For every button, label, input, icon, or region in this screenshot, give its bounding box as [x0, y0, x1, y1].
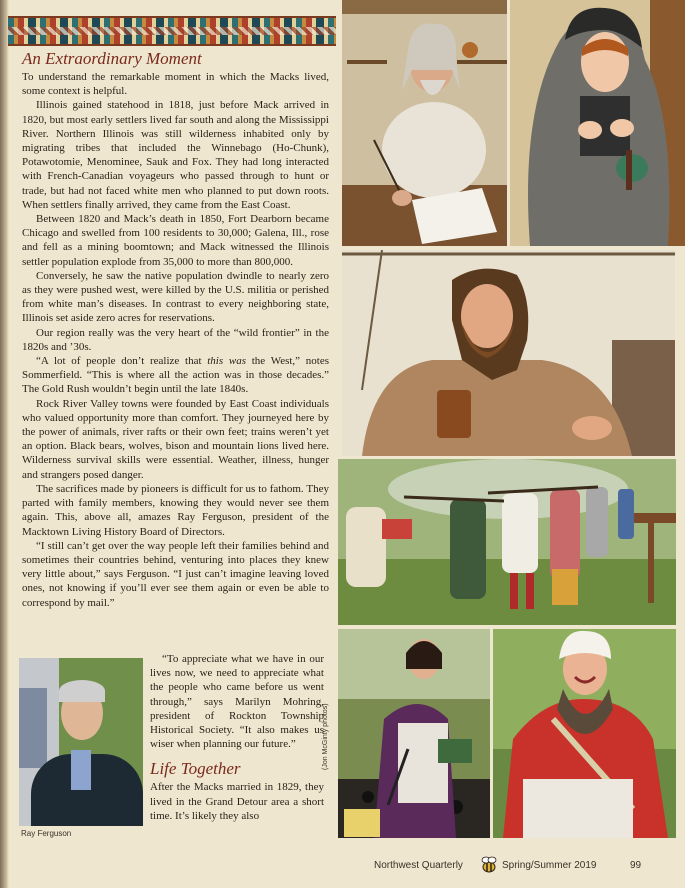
paragraph: Between 1820 and Mack’s death in 1850, Fort Dearborn became Chicago and swelled from 100 residents to 30,000; Galena, Ill., rose and fell as a mining boomtown; and Mack witnessed the Illinois settler population explode from 35,000 to more than 800,000.: [22, 213, 329, 268]
paragraph-mohring-quote: “To appreciate what we have in our lives now, we need to appreciate what the people who came before us went through,” says Marilyn Mohring, president of Rockton Township Historical Society. “It also makes us wiser when planning our future.”: [150, 653, 324, 751]
photo-woman-knitting: [510, 0, 685, 246]
section-heading-life-together: Life Together: [150, 759, 241, 779]
section-heading-extraordinary: An Extraordinary Moment: [22, 49, 202, 68]
paragraph: To understand the remarkable moment in which the Macks lived, some context is helpful.: [22, 71, 329, 98]
issue-season: Spring/Summer 2019: [502, 860, 597, 871]
paragraph: The sacrifices made by pioneers is difficult for us to fathom. They parted with family members, knowing they would never see them again. This, above all, amazes Ray Ferguson, president of the Macktown Living History Board of Directors.: [22, 482, 329, 538]
paragraph: “I still can’t get over the way people left their families behind and sometimes their countries behind, venturing into places they knew very little about,” says Ferguson. “I just can’t imagine leaving loved ones, not knowing if you’ll ever see them again or even be able to correspond by mail.”: [22, 539, 329, 609]
decorative-banner: [8, 16, 336, 46]
photo-credit: (Jon McGinty photos): [322, 703, 329, 770]
photo-musket-firing: [338, 459, 676, 625]
article-column-continued: [150, 652, 324, 823]
quote-post: the West,” notes Sommerfield. “This is where all the action was in those decades.” The Gold Rush wouldn’t begin until the late 1840s.: [22, 355, 330, 396]
photo-man-with-mug: [342, 250, 675, 456]
page-number: 99: [630, 860, 642, 871]
page-binding-shadow: [0, 0, 9, 888]
article-column: [22, 49, 329, 610]
bee-icon: [478, 854, 500, 876]
ray-ferguson-portrait: [19, 658, 143, 826]
paragraph: Rock River Valley towns were founded by East Coast individuals who valued opportunity more than comfort. They journeyed here by the power of animals, river rafts or their own feet; trains weren’t yet an option. Black bears, wolves, bison and mountain lions lived here. Wilderness survival skills were essential. Weather, illness, hunger and strangers posed danger.: [22, 397, 329, 481]
portrait-caption: Ray Ferguson: [21, 829, 72, 838]
quote-pre: “A lot of people don’t realize that: [36, 355, 208, 368]
photo-woman-laughing: [493, 629, 676, 838]
quote-emphasis: this was: [207, 355, 246, 368]
paragraph: Illinois gained statehood in 1818, just before Mack arrived in 1820, but most early settlers lived far south and along the Mississippi River. Northern Illinois was still wilderness inhabited only by migrating tribes that included the Winnebago (Ho-Chunk), Potawotomie, Menominee, Sauk and Fox. They had long interacted with French-Canadian voyageurs who passed through to hunt or trade, but had not faced white men who planned to put down roots. When settlers finally arrived, they came from the East Coast.: [22, 99, 329, 211]
photo-woman-blacksmith: [338, 629, 490, 838]
paragraph: Our region really was the very heart of the “wild frontier” in the 1820s and ’30s.: [22, 326, 329, 353]
paragraph: Conversely, he saw the native population dwindle to nearly zero as they were pushed west, were killed by the U.S. militia or perished from white man’s diseases. In contrast to every neighboring state, Illinois set aside zero acres for reservations.: [22, 269, 329, 325]
magazine-name: Northwest Quarterly: [374, 860, 463, 871]
photo-man-writing: [342, 0, 507, 246]
paragraph-quote: [22, 354, 329, 397]
paragraph: After the Macks married in 1829, they lived in the Grand Detour area a short time. It’s likely they also: [150, 781, 324, 822]
